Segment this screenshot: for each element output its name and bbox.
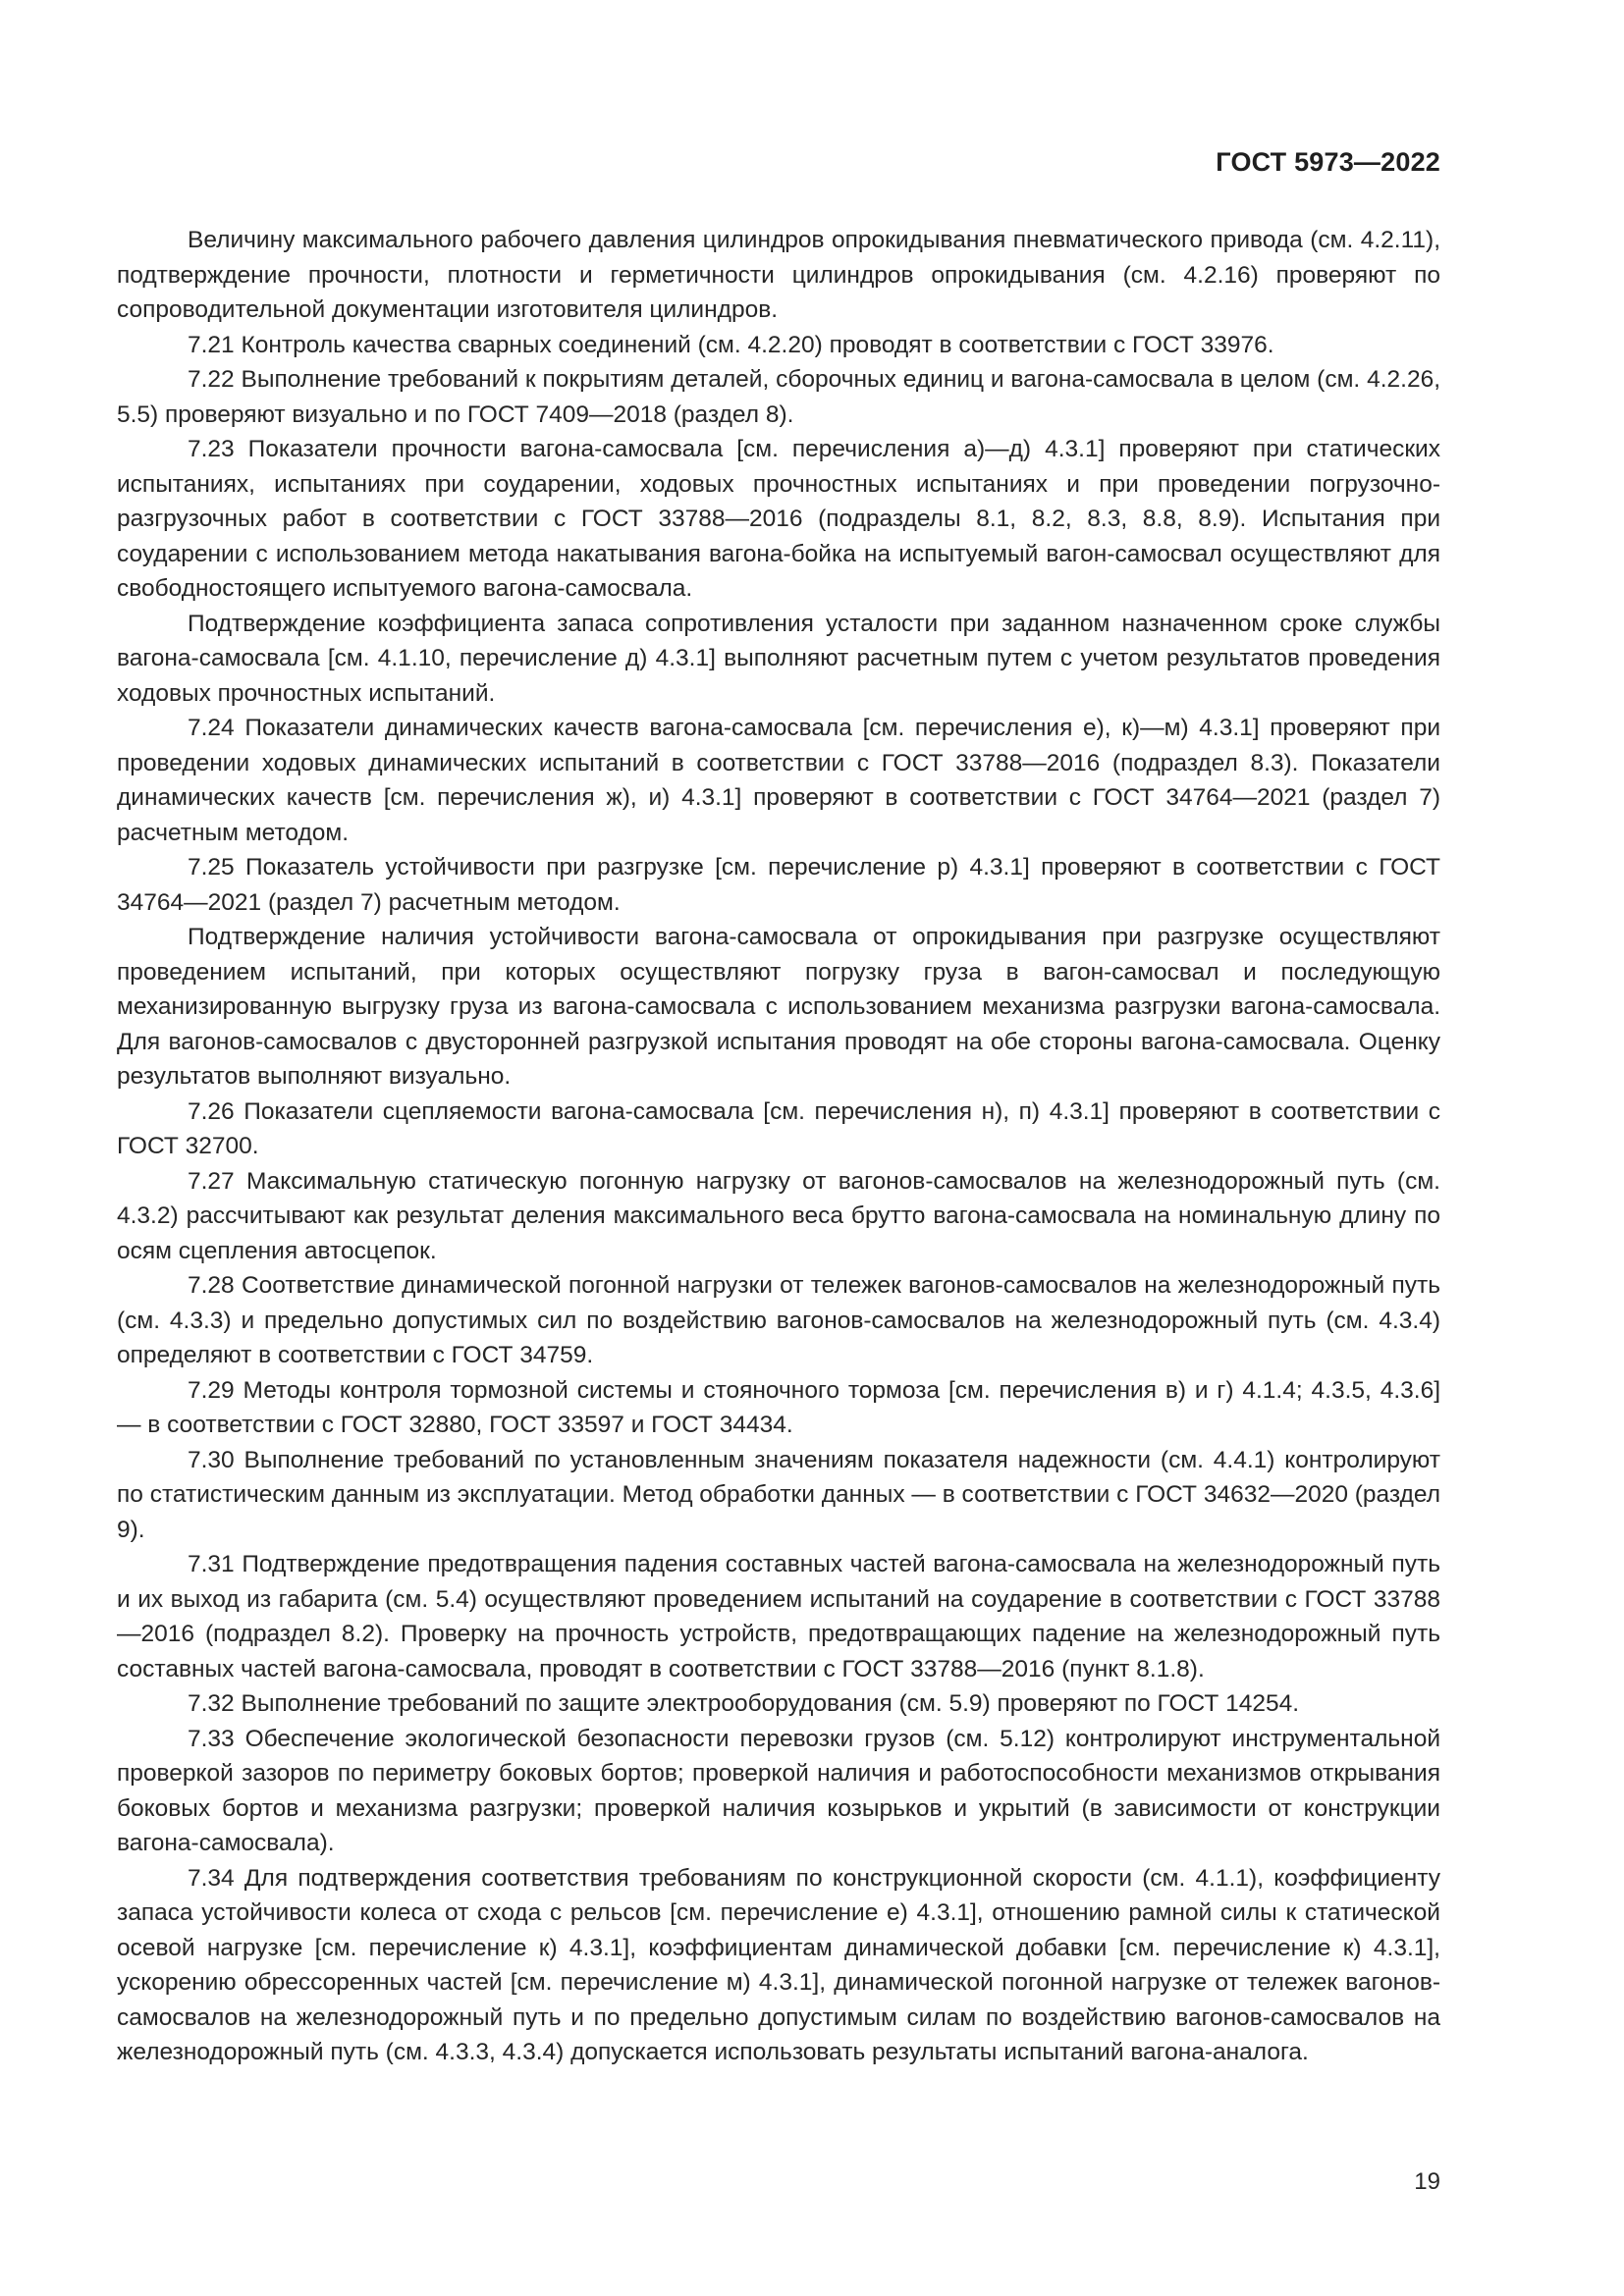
paragraph-fatigue: Подтверждение коэффициента запаса сопротивления усталости при заданном назначенном сроке службы вагона-самосвала [см. 4.1.10, перечисление д) 4.3.1] выполняют расчетным путем с учетом результатов проведения ходовых прочностных испытаний. (117, 610, 1440, 707)
paragraph-7-28: 7.28 Соответствие динамической погонной нагрузки от тележек вагонов-самосвалов на железнодорожный путь (см. 4.3.3) и предельно допустимых сил по воздействию вагонов-самосвалов на железнодорожный путь (см. 4.3.4) определяют в соответствии с ГОСТ 34759. (117, 1272, 1440, 1368)
paragraph-7-21: 7.21 Контроль качества сварных соединений (см. 4.2.20) проводят в соответствии с ГОСТ 33976. (188, 331, 1274, 358)
paragraph-7-25: 7.25 Показатель устойчивости при разгрузке [см. перечисление р) 4.3.1] проверяют в соответствии с ГОСТ 34764—2021 (раздел 7) расчетным методом. (117, 854, 1440, 916)
paragraph-7-34: 7.34 Для подтверждения соответствия требованиям по конструкционной скорости (см. 4.1.1), коэффициенту запаса устойчивости колеса от схода с рельсов [см. перечисление е) 4.3.1], отношению рамной силы к статической осевой нагрузке [см. перечисление к) 4.3.1], коэффициентам динамической добавки [см. перечисление к) 4.3.1], ускорению обрессоренных частей [см. перечисление м) 4.3.1], динамической погонной нагрузке от тележек вагонов-самосвалов на железнодорожный путь и по предельно допустимым силам по воздействию вагонов-самосвалов на железнодорожный путь (см. 4.3.3, 4.3.4) допускается использовать результаты испытаний вагона-аналога. (117, 1864, 1440, 2065)
paragraph-cylinders: Величину максимального рабочего давления цилиндров опрокидывания пневматического привода (см. 4.2.11), подтверждение прочности, плотности и герметичности цилиндров опрокидывания (см. 4.2.16) проверяют по сопроводительной документации изготовителя цилиндров. (117, 227, 1440, 323)
page-number: 19 (1414, 2168, 1440, 2195)
document-body (117, 223, 1440, 2070)
paragraph-7-24: 7.24 Показатели динамических качеств вагона-самосвала [см. перечисления е), к)—м) 4.3.1] проверяют при проведении ходовых динамических испытаний в соответствии с ГОСТ 33788—2016 (подраздел 8.3). Показатели динамических качеств [см. перечисления ж), и) 4.3.1] проверяют в соответствии с ГОСТ 34764—2021 (раздел 7) расчетным методом. (117, 715, 1440, 846)
paragraph-7-26: 7.26 Показатели сцепляемости вагона-самосвала [см. перечисления н), п) 4.3.1] проверяют в соответствии с ГОСТ 32700. (117, 1097, 1440, 1159)
document-header: ГОСТ 5973—2022 (1216, 147, 1440, 177)
paragraph-7-23: 7.23 Показатели прочности вагона-самосвала [см. перечисления а)—д) 4.3.1] проверяют при статических испытаниях, испытаниях при соударении, ходовых прочностных испытаниях и при проведении погрузочно-разгрузочных работ в соответствии с ГОСТ 33788—2016 (подразделы 8.1, 8.2, 8.3, 8.8, 8.9). Испытания при соударении с использованием метода накатывания вагона-бойка на испытуемый вагон-самосвал осуществляют для свободностоящего испытуемого вагона-самосвала. (117, 436, 1440, 602)
paragraph-7-33: 7.33 Обеспечение экологической безопасности перевозки грузов (см. 5.12) контролируют инструментальной проверкой зазоров по периметру боковых бортов; проверкой наличия и работоспособности механизмов открывания боковых бортов и механизма разгрузки; проверкой наличия козырьков и укрытий (в зависимости от конструкции вагона-самосвала). (117, 1725, 1440, 1856)
paragraph-7-27: 7.27 Максимальную статическую погонную нагрузку от вагонов-самосвалов на железнодорожный путь (см. 4.3.2) рассчитывают как результат деления максимального веса брутто вагона-самосвала на номинальную длину по осям сцепления автосцепок. (117, 1167, 1440, 1264)
paragraph-7-32: 7.32 Выполнение требований по защите электрооборудования (см. 5.9) проверяют по ГОСТ 14254. (188, 1690, 1300, 1717)
paragraph-stability: Подтверждение наличия устойчивости вагона-самосвала от опрокидывания при разгрузке осуществляют проведением испытаний, при которых осуществляют погрузку груза в вагон-самосвал и последующую механизированную выгрузку груза из вагона-самосвала с использованием механизма разгрузки вагона-самосвала. Для вагонов-самосвалов с двусторонней разгрузкой испытания проводят на обе стороны вагона-самосвала. Оценку результатов выполняют визуально. (117, 924, 1440, 1090)
paragraph-7-30: 7.30 Выполнение требований по установленным значениям показателя надежности (см. 4.4.1) контролируют по статистическим данным из эксплуатации. Метод обработки данных — в соответствии с ГОСТ 34632—2020 (раздел 9). (117, 1446, 1440, 1543)
paragraph-7-22: 7.22 Выполнение требований к покрытиям деталей, сборочных единиц и вагона-самосвала в целом (см. 4.2.26, 5.5) проверяют визуально и по ГОСТ 7409—2018 (раздел 8). (117, 366, 1440, 428)
paragraph-7-31: 7.31 Подтверждение предотвращения падения составных частей вагона-самосвала на железнодорожный путь и их выход из габарита (см. 5.4) осуществляют проведением испытаний на соударение в соответствии с ГОСТ 33788—2016 (подраздел 8.2). Проверку на прочность устройств, предотвращающих падение на железнодорожный путь составных частей вагона-самосвала, проводят в соответствии с ГОСТ 33788—2016 (пункт 8.1.8). (117, 1551, 1440, 1682)
paragraph-7-29: 7.29 Методы контроля тормозной системы и стояночного тормоза [см. перечисления в) и г) 4.1.4; 4.3.5, 4.3.6] — в соответствии с ГОСТ 32880, ГОСТ 33597 и ГОСТ 34434. (117, 1376, 1440, 1438)
